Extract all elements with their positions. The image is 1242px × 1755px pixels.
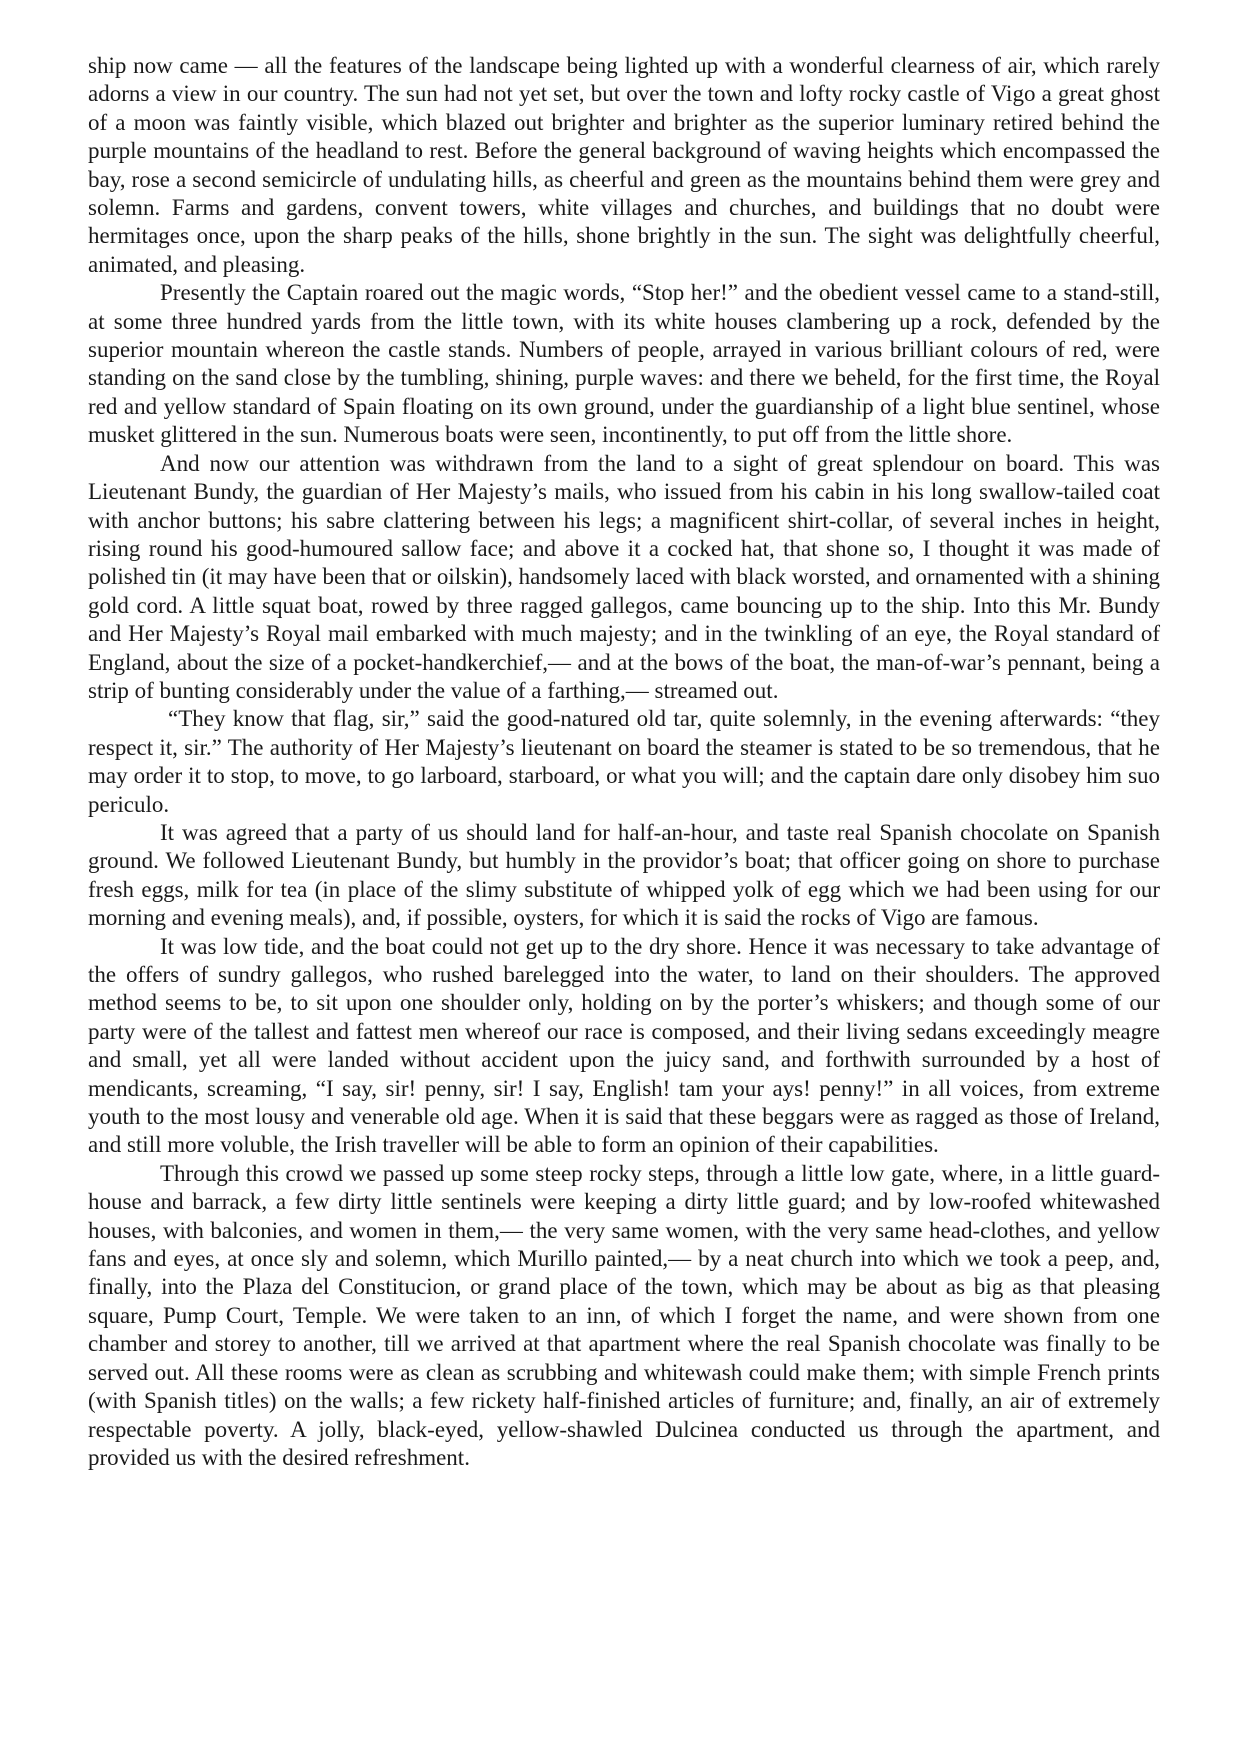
paragraph-4: “They know that flag, sir,” said the good-natured old tar, quite solemnly, in the evening afterwards: “they respect it, sir.” The authority of Her Majesty’s lieutenant on board the steamer is stated to be so tremendous, that he may order it to stop, to move, to go larboard, starboard, or what you will; and the captain dare only disobey him suo periculo. bbox=[88, 706, 1160, 817]
paragraph-7: Through this crowd we passed up some steep rocky steps, through a little low gate, where, in a little guard-house and barrack, a few dirty little sentinels were keeping a dirty little guard; and by low-roofed whitewashed houses, with balconies, and women in them,— the very same women, with the very same head-clothes, and yellow fans and eyes, at once sly and solemn, which Murillo painted,— by a neat church into which we took a peep, and, finally, into the Plaza del Constitucion, or grand place of the town, which may be about as big as that pleasing square, Pump Court, Temple. We were taken to an inn, of which I forget the name, and were shown from one chamber and storey to another, till we arrived at that apartment where the real Spanish chocolate was finally to be served out. All these rooms were as clean as scrubbing and whitewash could make them; with simple French prints (with Spanish titles) on the walls; a few rickety half-finished articles of furniture; and, finally, an air of extremely respectable poverty. A jolly, black-eyed, yellow-shawled Dulcinea conducted us through the apartment, and provided us with the desired refreshment. bbox=[88, 1160, 1160, 1470]
paragraph-2: Presently the Captain roared out the magic words, “Stop her!” and the obedient vessel came to a stand-still, at some three hundred yards from the little town, with its white houses clambering up a rock, defended by the superior mountain whereon the castle stands. Numbers of people, arrayed in various brilliant colours of red, were standing on the sand close by the tumbling, shining, purple waves: and there we beheld, for the first time, the Royal red and yellow standard of Spain floating on its own ground, under the guardianship of a light blue sentinel, whose musket glittered in the sun. Numerous boats were seen, incontinently, to put off from the little shore. bbox=[88, 280, 1160, 448]
paragraph-5: It was agreed that a party of us should land for half-an-hour, and taste real Spanish chocolate on Spanish ground. We followed Lieutenant Bundy, but humbly in the providor’s boat; that officer going on shore to purchase fresh eggs, milk for tea (in place of the slimy substitute of whipped yolk of egg which we had been using for our morning and evening meals), and, if possible, oysters, for which it is said the rocks of Vigo are famous. bbox=[88, 819, 1160, 931]
paragraph-6: It was low tide, and the boat could not get up to the dry shore. Hence it was necessary to take advantage of the offers of sundry gallegos, who rushed barelegged into the water, to land on their shoulders. The approved method seems to be, to sit upon one shoulder only, holding on by the porter’s whiskers; and though some of our party were of the tallest and fattest men whereof our race is composed, and their living sedans exceedingly meagre and small, yet all were landed without accident upon the juicy sand, and forthwith surrounded by a host of mendicants, screaming, “I say, sir! penny, sir! I say, English! tam your ays! penny!” in all voices, from extreme youth to the most lousy and venerable old age. When it is said that these beggars were as ragged as those of Ireland, and still more voluble, the Irish traveller will be able to form an opinion of their capabilities. bbox=[88, 933, 1160, 1158]
paragraph-1: ship now came — all the features of the landscape being lighted up with a wonderful clearness of air, which rarely adorns a view in our country. The sun had not yet set, but over the town and lofty rocky castle of Vigo a great ghost of a moon was faintly visible, which blazed out brighter and brighter as the superior luminary retired behind the purple mountains of the headland to rest. Before the general background of waving heights which encompassed the bay, rose a second semicircle of undulating hills, as cheerful and green as the mountains behind them were grey and solemn. Farms and gardens, convent towers, white villages and churches, and buildings that no doubt were hermitages once, upon the sharp peaks of the hills, shone brightly in the sun. The sight was delightfully cheerful, animated, and pleasing. bbox=[88, 53, 1160, 277]
paragraph-3: And now our attention was withdrawn from the land to a sight of great splendour on board. This was Lieutenant Bundy, the guardian of Her Majesty’s mails, who issued from his cabin in his long swallow-tailed coat with anchor buttons; his sabre clattering between his legs; a magnificent shirt-collar, of several inches in height, rising round his good-humoured sallow face; and above it a cocked hat, that shone so, I thought it was made of polished tin (it may have been that or oilskin), handsomely laced with black worsted, and ornamented with a shining gold cord. A little squat boat, rowed by three ragged gallegos, came bouncing up to the ship. Into this Mr. Bundy and Her Majesty’s Royal mail embarked with much majesty; and in the twinkling of an eye, the Royal standard of England, about the size of a pocket-handkerchief,— and at the bows of the boat, the man-of-war’s pennant, being a strip of bunting considerably under the value of a farthing,— streamed out. bbox=[88, 450, 1160, 703]
page-body bbox=[88, 52, 1160, 1472]
